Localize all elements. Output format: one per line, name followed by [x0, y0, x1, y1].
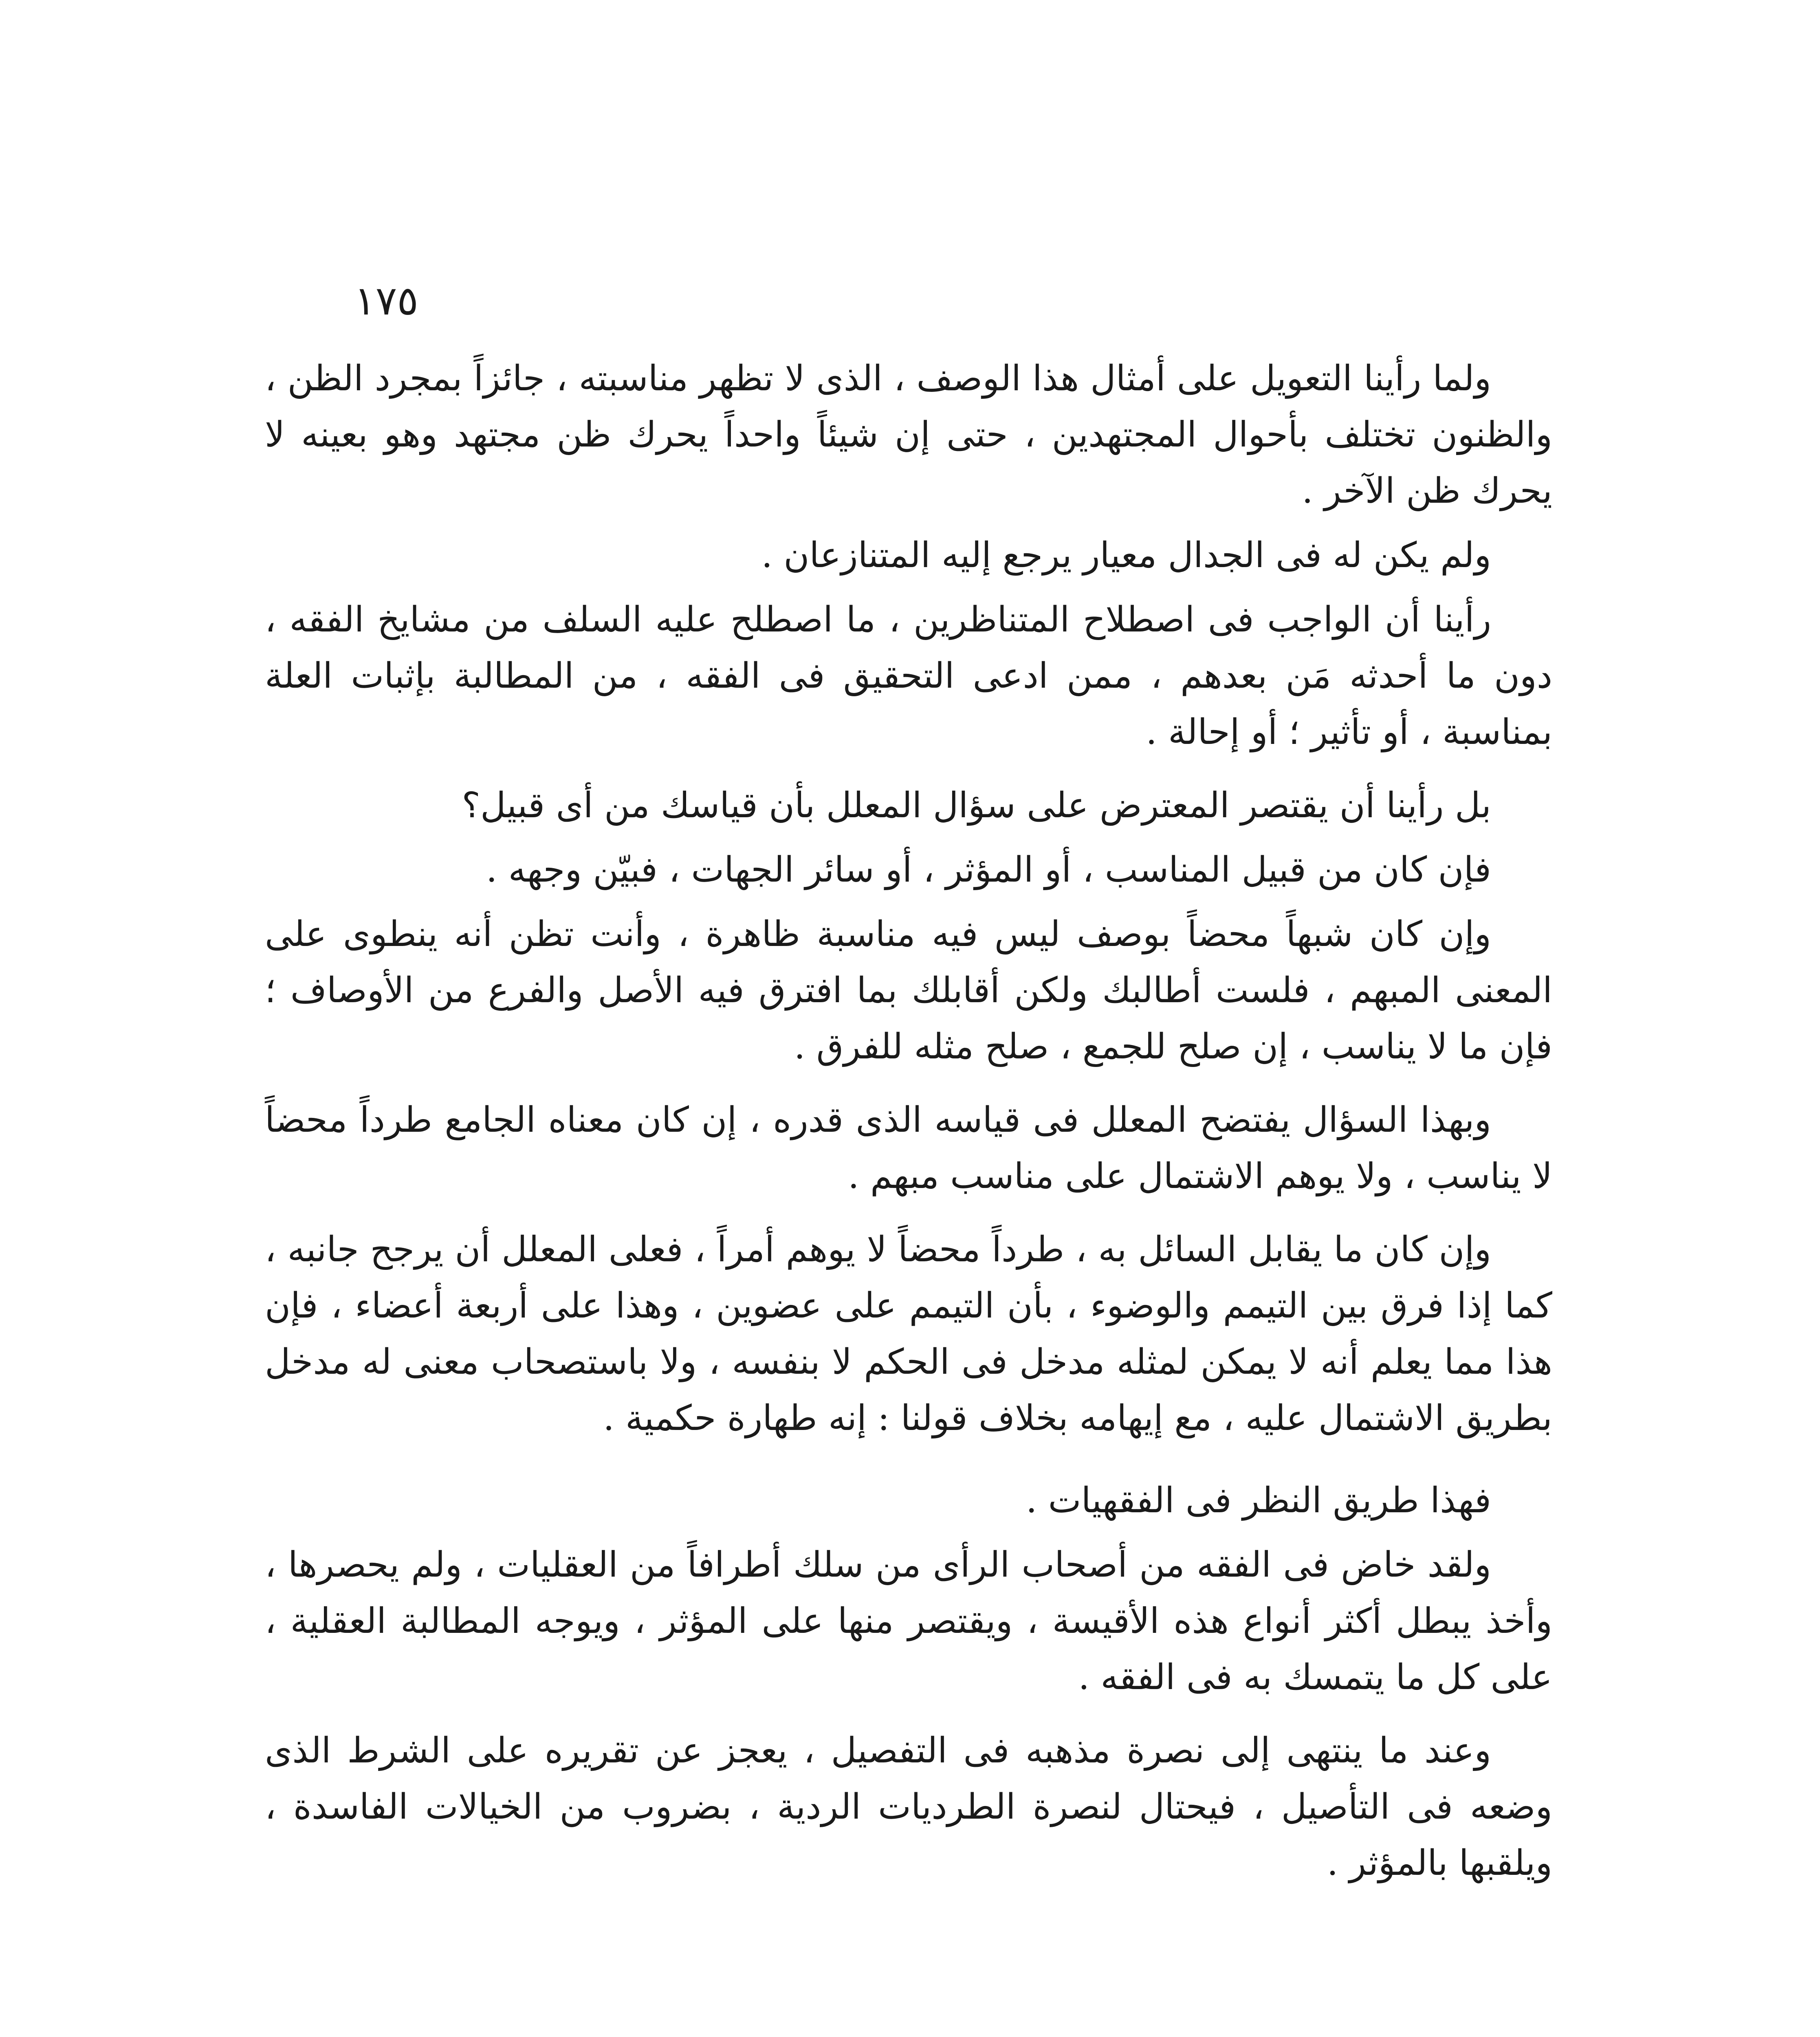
paragraph-6: وإن كان شبهاً محضاً بوصف ليس فيه مناسبة ظاهرة ، وأنت تظن أنه ينطوى على المعنى المبهم ، فلست أطالبك ولكن أقابلك بما افترق فيه الأصل والفرع من الأوصاف ؛ فإن ما لا يناسب ، إن صلح للجمع ، صلح مثله للفرق .: [265, 914, 1552, 1067]
paragraph-1: ولما رأينا التعويل على أمثال هذا الوصف ، الذى لا تظهر مناسبته ، جائزاً بمجرد الظن ، والظنون تختلف بأحوال المجتهدين ، حتى إن شيئاً واحداً يحرك ظن مجتهد وهو بعينه لا يحرك ظن الآخر .: [265, 358, 1552, 511]
paragraph-3: رأينا أن الواجب فى اصطلاح المتناظرين ، ما اصطلح عليه السلف من مشايخ الفقه ، دون ما أحدثه مَن بعدهم ، ممن ادعى التحقيق فى الفقه ، من المطالبة بإثبات العلة بمناسبة ، أو تأثير ؛ أو إحالة .: [265, 599, 1552, 752]
paragraph-4: بل رأينا أن يقتصر المعترض على سؤال المعلل بأن قياسك من أى قبيل؟: [462, 785, 1491, 826]
paragraph-10: ولقد خاض فى الفقه من أصحاب الرأى من سلك أطرافاً من العقليات ، ولم يحصرها ، وأخذ يبطل أكثر أنواع هذه الأقيسة ، ويقتصر منها على المؤثر ، ويوجه المطالبة العقلية ، على كل ما يتمسك به فى الفقه .: [265, 1544, 1552, 1698]
paragraph-11: وعند ما ينتهى إلى نصرة مذهبه فى التفصيل ، يعجز عن تقريره على الشرط الذى وضعه فى التأصيل ، فيحتال لنصرة الطرديات الردية ، بضروب من الخيالات الفاسدة ، ويلقبها بالمؤثر .: [265, 1730, 1552, 1883]
paragraph-9: فهذا طريق النظر فى الفقهيات .: [1026, 1480, 1491, 1521]
paragraph-8: وإن كان ما يقابل السائل به ، طرداً محضاً لا يوهم أمراً ، فعلى المعلل أن يرجح جانبه ، كما إذا فرق بين التيمم والوضوء ، بأن التيمم على عضوين ، وهذا على أربعة أعضاء ، فإن هذا مما يعلم أنه لا يمكن لمثله مدخل فى الحكم لا بنفسه ، ولا باستصحاب معنى له مدخل بطريق الاشتمال عليه ، مع إيهامه بخلاف قولنا : إنه طهارة حكمية .: [265, 1229, 1553, 1439]
page-number: ١٧٥: [354, 278, 418, 324]
paragraph-5: فإن كان من قبيل المناسب ، أو المؤثر ، أو سائر الجهات ، فبيّن وجهه .: [486, 849, 1491, 890]
paragraph-2: ولم يكن له فى الجدال معيار يرجع إليه المتنازعان .: [761, 535, 1491, 576]
page-body: [265, 350, 1552, 1891]
paragraph-7: وبهذا السؤال يفتضح المعلل فى قياسه الذى قدره ، إن كان معناه الجامع طرداً محضاً لا يناسب ، ولا يوهم الاشتمال على مناسب مبهم .: [265, 1100, 1552, 1197]
